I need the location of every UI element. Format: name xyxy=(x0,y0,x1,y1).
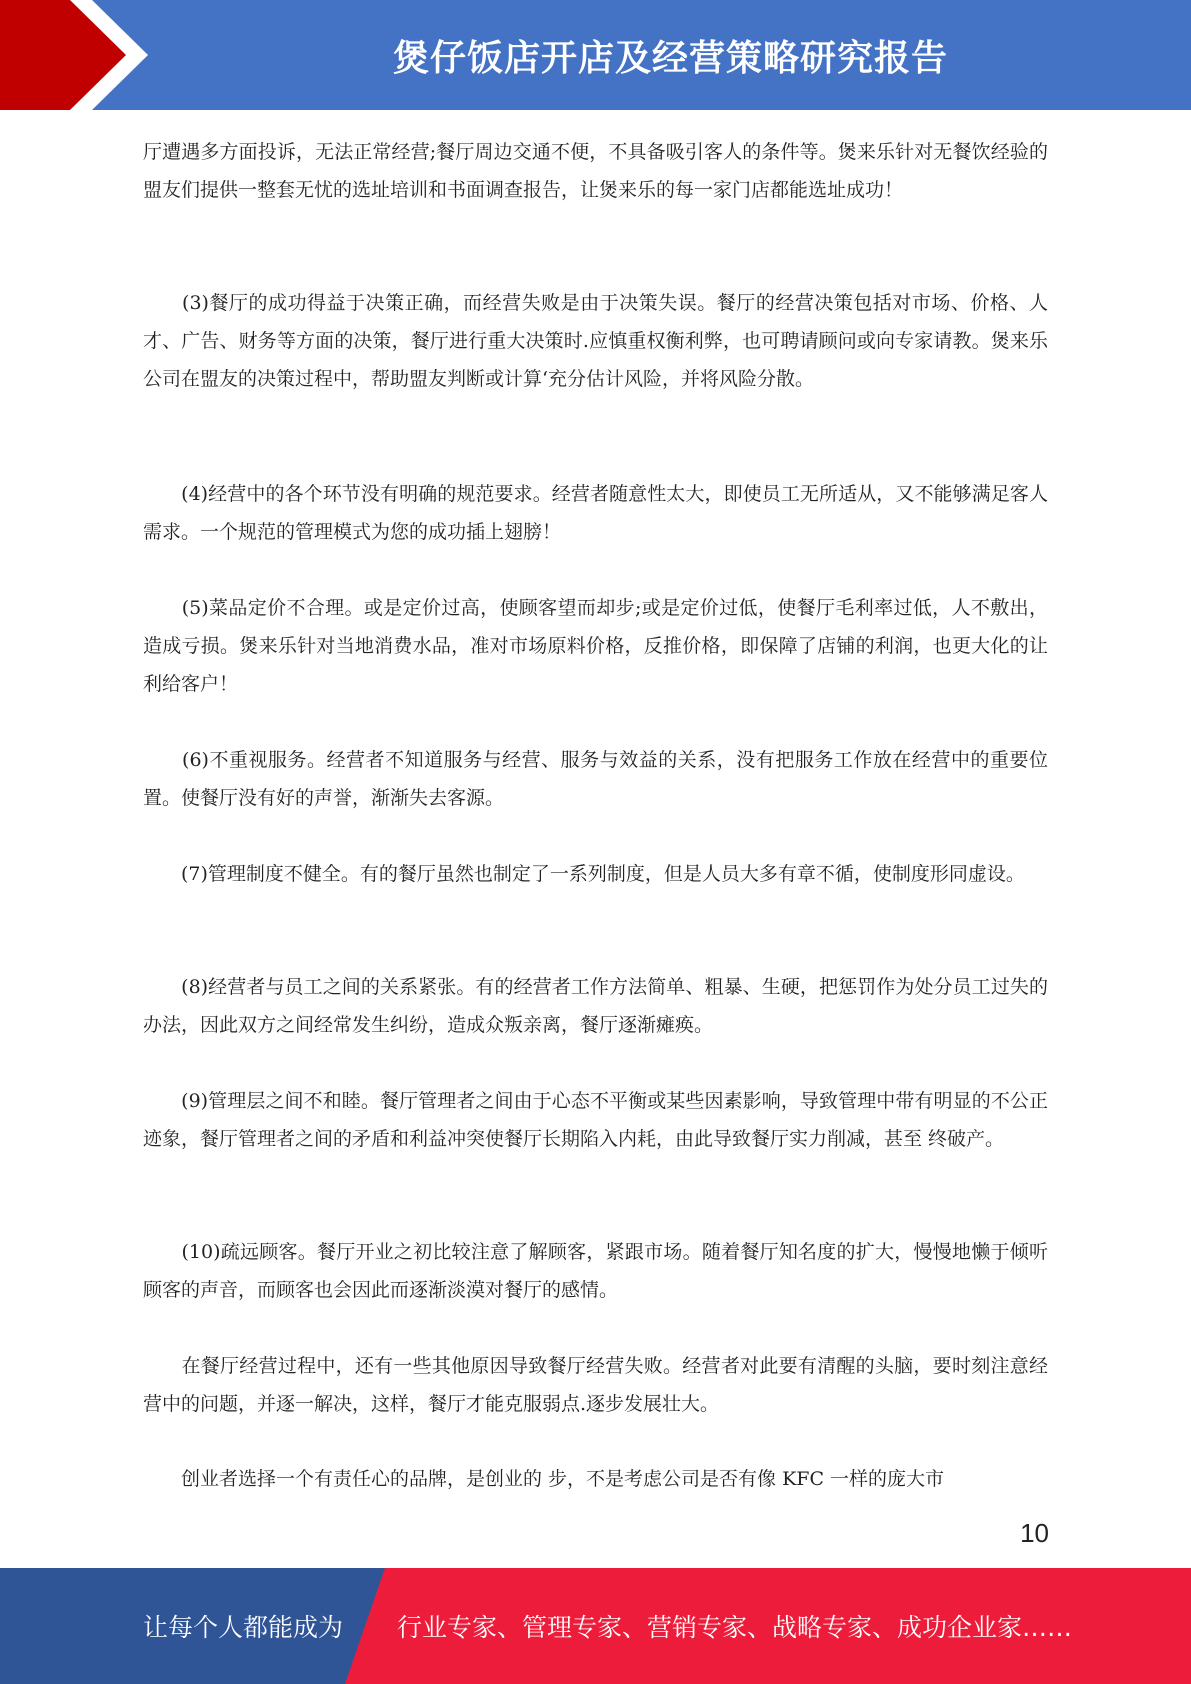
page-footer xyxy=(0,1568,1191,1684)
paragraph-8: (9)管理层之间不和睦。餐厅管理者之间由于心态不平衡或某些因素影响，导致管理中带有明显的不公正迹象，餐厅管理者之间的矛盾和利益冲突使餐厅长期陷入内耗，由此导致餐厅实力削减，甚至 终破产。 xyxy=(143,1090,1048,1150)
page-number: 10 xyxy=(1020,1518,1049,1548)
paragraph-4: (5)菜品定价不合理。或是定价过高，使顾客望而却步;或是定价过低，使餐厅毛利率过低，人不敷出，造成亏损。煲来乐针对当地消费水品，准对市场原料价格，反推价格，即保障了店铺的利润，也更大化的让利给客户！ xyxy=(143,597,1048,695)
paragraph-7: (8)经营者与员工之间的关系紧张。有的经营者工作方法简单、粗暴、生硬，把惩罚作为处分员工过失的 办法，因此双方之间经常发生纠纷，造成众叛亲离，餐厅逐渐瘫痪。 xyxy=(143,976,1048,1036)
paragraph-3: (4)经营中的各个环节没有明确的规范要求。经营者随意性太大，即使员工无所适从，又不能够满足客人需求。一个规范的管理模式为您的成功插上翅膀！ xyxy=(143,483,1048,543)
paragraph-9: (10)疏远顾客。餐厅开业之初比较注意了解顾客，紧跟市场。随着餐厅知名度的扩大，慢慢地懒于倾听顾客的声音，而顾客也会因此而逐渐淡漠对餐厅的感情。 xyxy=(143,1241,1048,1301)
paragraph-1: 厅遭遇多方面投诉，无法正常经营;餐厅周边交通不便，不具备吸引客人的条件等。煲来乐针对无餐饮经验的盟友们提供一整套无忧的选址培训和书面调查报告，让煲来乐的每一家门店都能选址成功！ xyxy=(143,141,1048,201)
paragraph-5: (6)不重视服务。经营者不知道服务与经营、服务与效益的关系，没有把服务工作放在经营中的重要位置。使餐厅没有好的声誉，渐渐失去客源。 xyxy=(143,749,1048,809)
paragraph-11: 创业者选择一个有责任心的品牌，是创业的 步，不是考虑公司是否有像 KFC 一样的庞大市 xyxy=(143,1468,945,1490)
paragraph-6: (7)管理制度不健全。有的餐厅虽然也制定了一系列制度，但是人员大多有章不循，使制度形同虚设。 xyxy=(143,863,1025,885)
paragraph-10: 在餐厅经营过程中，还有一些其他原因导致餐厅经营失败。经营者对此要有清醒的头脑，要时刻注意经营中的问题，并逐一解决，这样，餐厅才能克服弱点.逐步发展壮大。 xyxy=(143,1355,1048,1415)
paragraph-2: (3)餐厅的成功得益于决策正确，而经营失败是由于决策失误。餐厅的经营决策包括对市场、价格、人才、广告、财务等方面的决策，餐厅进行重大决策时.应慎重权衡利弊，也可聘请顾问或向专家请教。煲来乐公司在盟友的决策过程中，帮助盟友判断或计算‘充分估计风险，并将风险分散。 xyxy=(143,292,1048,390)
footer-expert-list: 行业专家、管理专家、营销专家、战略专家、成功企业家…… xyxy=(397,1613,1073,1642)
footer-slogan: 让每个人都能成为 xyxy=(143,1613,344,1642)
page-title: 煲仔饭店开店及经营策略研究报告 xyxy=(392,37,948,79)
